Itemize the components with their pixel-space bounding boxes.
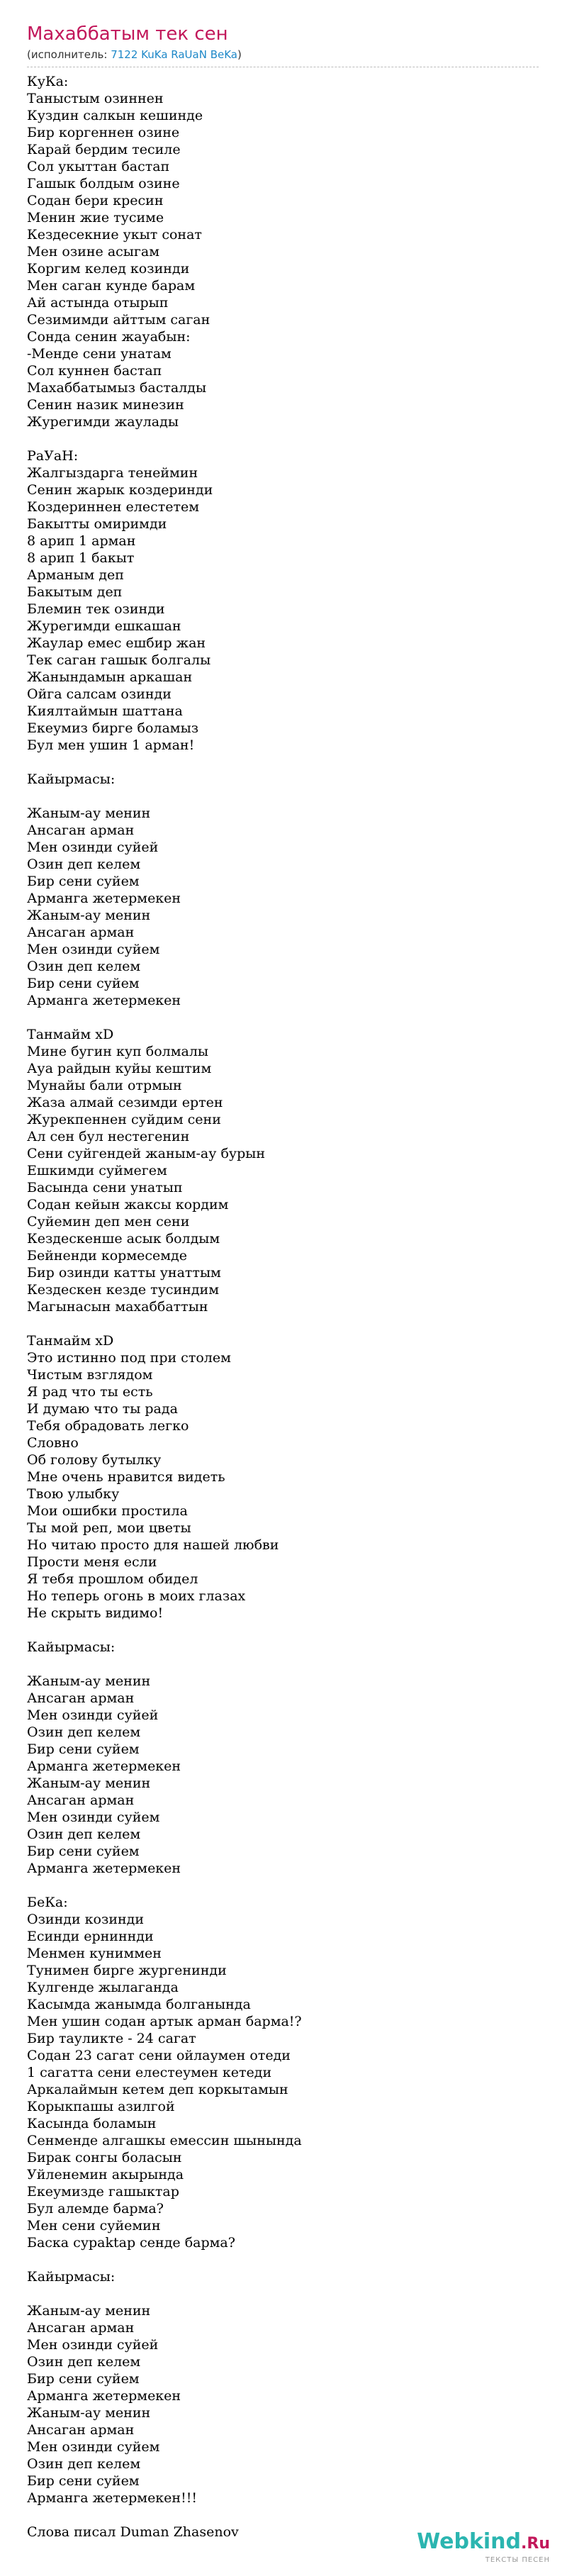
performer-prefix: (исполнитель: <box>27 48 111 61</box>
lyrics-page <box>27 21 539 2541</box>
performer-suffix: ) <box>237 48 242 61</box>
logo-tagline: ТЕКСТЫ ПЕСЕН <box>485 2556 550 2564</box>
lyrics-text: КуКа: Таныстым озиннен Куздин салкын кешинде Бир коргеннен озине Карай бердим тесиле Сол укыттан бастап Гашык болдым озине Содан бери кресин Менин жие тусиме Кездесекние укыт сонат Мен озине асыгам Коргим келед козинди Мен саган кунде барам Ай астында отырып Сезимимди айттым саган Сонда сенин жауабын: -Менде сени унатам Сол куннен бастап Махаббатымыз басталды Сенин назик минезин Журегимди жаулады РаУаН: Жалгыздарга тенеймин Сенин жарык коздеринди Коздериннен елестетем Бакытты омиримди 8 арип 1 арман 8 арип 1 бакыт Арманым деп Бакытым деп Блемин тек озинди Журегимди ешкашан Жаулар емес ешбир жан Тек саган гашык болгалы Жанындамын аркашан Ойга салсам озинди Киялтаймын шаттана Екеумиз бирге боламыз Бул мен ушин 1 арман! Кайырмасы: Жаным-ау менин Ансаган арман Мен озинди суйей Озин деп келем Бир сени суйем Арманга жетермекен Жаным-ау менин Ансаган арман Мен озинди суйем Озин деп келем Бир сени суйем Арманга жетермекен Танмайм xD Мине бугин куп болмалы Ауа райдын куйы кештим Мунайы бали отрмын Жаза алмай сезимди ертен Журекпеннен суйдим сени Ал сен бул нестегенин Сени суйгендей жаным-ау бурын Ешкимди суймегем Басында сени унатып Содан кейын жаксы кордим Суйемин деп мен сени Кездескенше асык болдым Бейненди кормесемде Бир озинди катты унаттым Кездескен кезде тусиндим Магынасын махаббаттын Танмайм xD Это истинно под при столем Чистым взглядом Я рад что ты есть И думаю что ты рада Тебя обрадовать легко Словно Об голову бутылку Мне очень нравится видеть Твою улыбку Мои ошибки простила Ты мой реп, мои цветы Но читаю просто для нашей любви Прости меня если Я тебя прошлом обидел Но теперь огонь в моих глазах Не скрыть видимо! Кайырмасы: Жаным-ау менин Ансаган арман Мен озинди суйей Озин деп келем Бир сени суйем Арманга жетермекен Жаным-ау менин Ансаган арман Мен озинди суйем Озин деп келем Бир сени суйем Арманга жетермекен БеКа: Озинди козинди Есинди ерниннди Менмен куниммен Тунимен бирге жургенинди Кулгенде жылаганда Касымда жанымда болганында Мен ушин содан артык арман барма!? Бир тауликте - 24 сагат Содан 23 сагат сени ойлаумен отеди 1 сагатта сени елестеумен кетеди Аркалаймын кетем деп коркытамын Корыкпашы азилгой Касында боламын Сенменде алгашкы емессин шынында Бирак сонгы боласын Уйленемин акырында Екеумизде гашыктар Бул алемде барма? Мен сени суйемин Баска сураktар сенде барма? Кайырмасы: Жаным-ау менин Ансаган арман Мен озинди суйей Озин деп келем Бир сени суйем Арманга жетермекен Жаным-ау менин Ансаган арман Мен озинди суйем Озин деп келем Бир сени суйем Арманга жетермекен!!! Слова писал Duman Zhasenov <box>27 74 302 2540</box>
song-title: Махаббатым тек сен <box>27 23 228 45</box>
performer-line <box>27 47 539 67</box>
performer-link[interactable]: 7122 KuKa RaUaN BeKa <box>111 48 238 61</box>
site-logo[interactable] <box>417 2530 550 2564</box>
logo-brand-suffix: .Ru <box>521 2535 550 2553</box>
logo-brand-name: Webkind <box>417 2529 522 2554</box>
logo-brand <box>417 2530 550 2556</box>
